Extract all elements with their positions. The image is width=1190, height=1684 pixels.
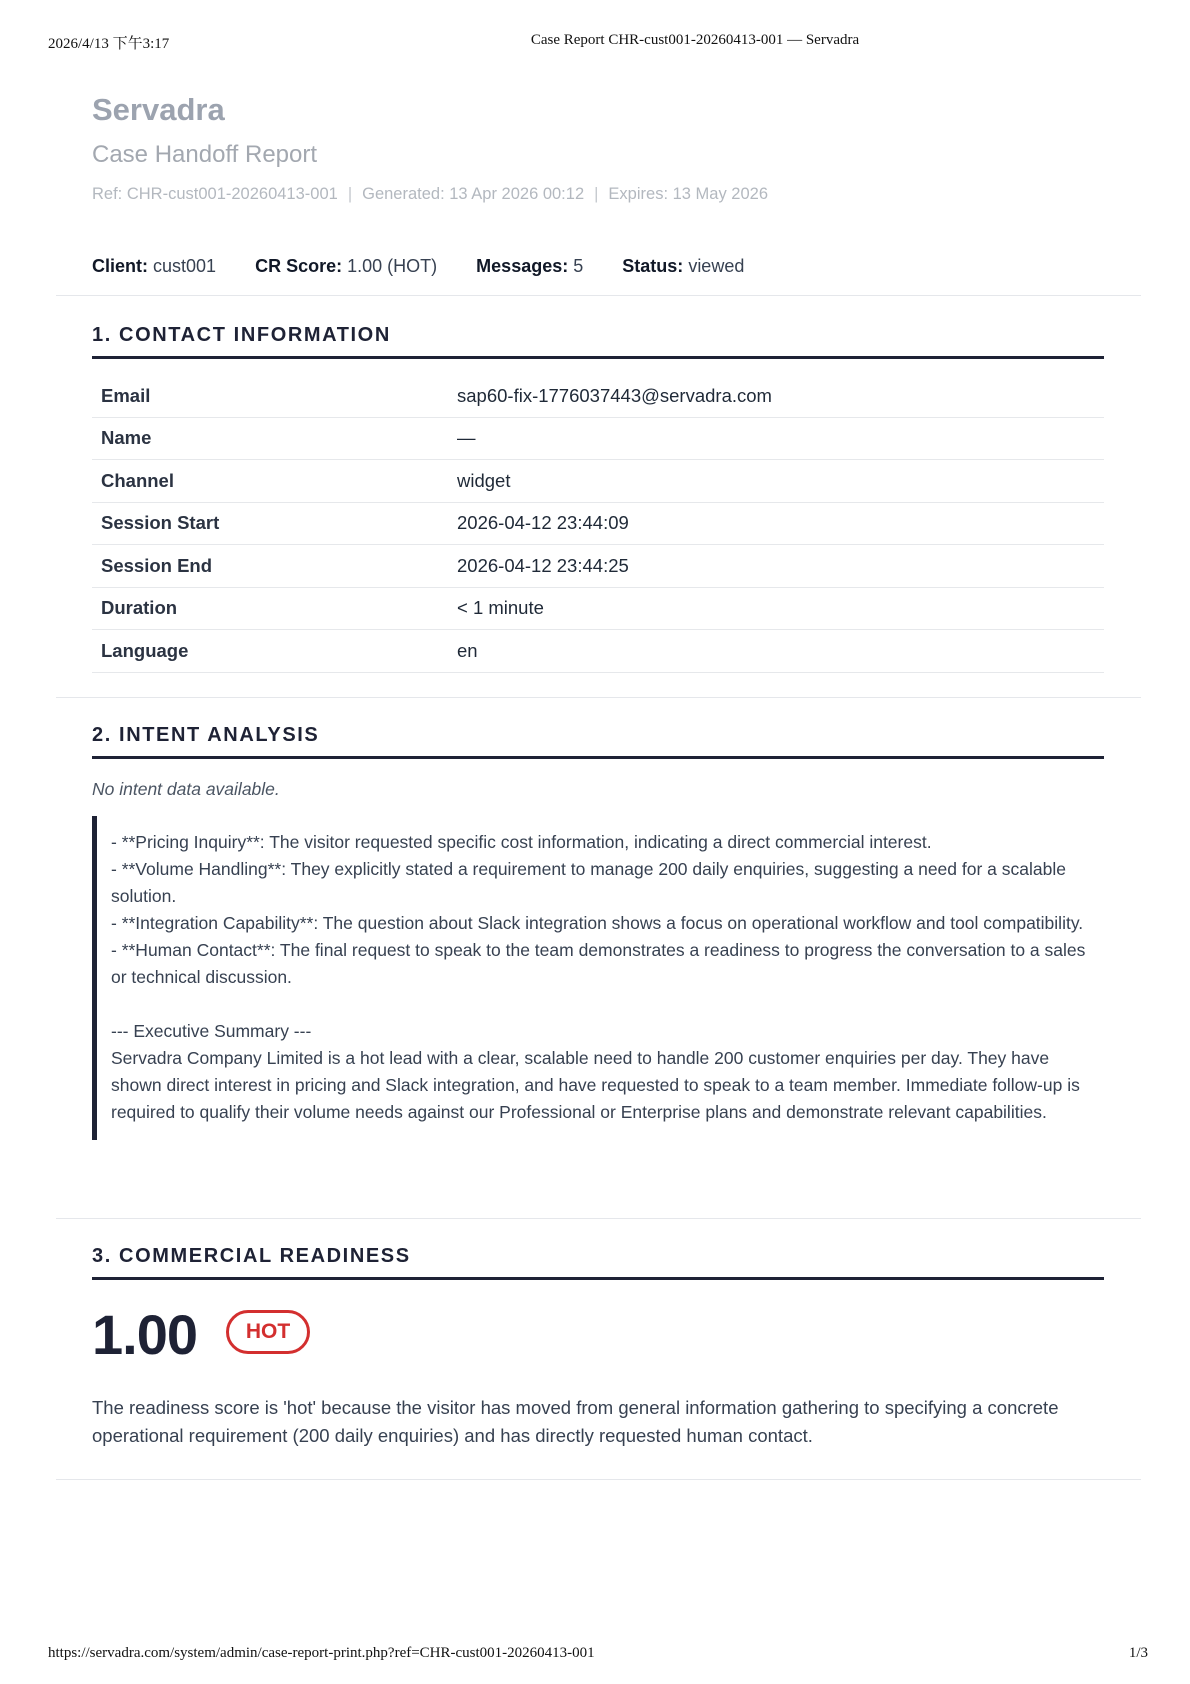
row-value: en [457, 630, 1104, 673]
section-divider [56, 1218, 1141, 1219]
summary-bar [92, 256, 778, 277]
readiness-section-title: 3. COMMERCIAL READINESS [92, 1245, 1104, 1280]
print-title: Case Report CHR-cust001-20260413-001 — Servadra [530, 32, 860, 48]
row-label: Channel [92, 460, 457, 503]
hot-status-badge: HOT [226, 1310, 310, 1354]
row-value: 2026-04-12 23:44:09 [457, 502, 1104, 545]
row-value: — [457, 417, 1104, 460]
section-divider [56, 1479, 1141, 1480]
row-label: Duration [92, 587, 457, 630]
table-row [92, 375, 1104, 417]
print-header [0, 32, 1190, 54]
table-row [92, 417, 1104, 460]
row-label: Session Start [92, 502, 457, 545]
row-label: Email [92, 375, 457, 417]
readiness-score: 1.00 [92, 1303, 197, 1366]
print-url: https://servadra.com/system/admin/case-report-print.php?ref=CHR-cust001-20260413-001 [48, 1645, 595, 1661]
report-ref: Ref: CHR-cust001-20260413-001 [92, 185, 338, 203]
no-intent-note: No intent data available. [92, 779, 280, 799]
print-footer [0, 1645, 1190, 1667]
table-row [92, 460, 1104, 503]
summary-messages-value: 5 [573, 256, 584, 276]
page-number: 1/3 [1128, 1645, 1148, 1661]
summary-score [255, 256, 437, 276]
report-subtitle: Case Handoff Report [92, 141, 318, 168]
row-label: Session End [92, 545, 457, 588]
section-divider [56, 295, 1141, 296]
summary-client-value: cust001 [153, 256, 217, 276]
summary-messages-label: Messages: [476, 256, 569, 276]
readiness-explanation: The readiness score is 'hot' because the visitor has moved from general information gathering to specifying a concrete operational requirement (200 daily enquiries) and has directly requested human contact. [92, 1397, 1059, 1446]
contact-section-title: 1. CONTACT INFORMATION [92, 324, 1104, 359]
report-meta [92, 185, 768, 204]
summary-client-label: Client: [92, 256, 148, 276]
report-generated: Generated: 13 Apr 2026 00:12 [362, 185, 585, 203]
row-value: 2026-04-12 23:44:25 [457, 545, 1104, 588]
summary-status [622, 256, 744, 276]
meta-separator: | [594, 185, 599, 203]
intent-analysis-quote: - **Pricing Inquiry**: The visitor requested specific cost information, indicating a direct commercial interest. - **Volume Handling**: They explicitly stated a requirement to manage 200 daily enquiries, suggesting a need for a scalable solution. - **Integration Capability**: The question about Slack integration shows a focus on operational workflow and tool compatibility. - **Human Contact**: The final request to speak to the team demonstrates a readiness to progress the conversation to a sales or technical discussion. --- Executive Summary --- Servadra Company Limited is a hot lead with a clear, scalable need to handle 200 customer enquiries per day. They have shown direct interest in pricing and Slack integration, and have requested to speak to a team member. Immediate follow-up is required to qualify their volume needs against our Professional or Enterprise plans and demonstrate relevant capabilities. [92, 816, 1103, 1140]
row-label: Language [92, 630, 457, 673]
row-value: widget [457, 460, 1104, 503]
contact-info-table [92, 375, 1104, 673]
brand-name: Servadra [92, 92, 225, 127]
print-date: 2026/4/13 下午3:17 [48, 36, 170, 52]
row-value: sap60-fix-1776037443@servadra.com [457, 375, 1104, 417]
summary-score-label: CR Score: [255, 256, 343, 276]
section-divider [56, 697, 1141, 698]
intent-section-title: 2. INTENT ANALYSIS [92, 724, 1104, 759]
summary-status-label: Status: [622, 256, 684, 276]
summary-status-value: viewed [688, 256, 745, 276]
summary-messages [476, 256, 583, 276]
meta-separator: | [347, 185, 353, 203]
table-row [92, 545, 1104, 588]
table-row [92, 630, 1104, 673]
table-row [92, 587, 1104, 630]
table-row [92, 502, 1104, 545]
report-expires: Expires: 13 May 2026 [608, 185, 769, 203]
summary-score-value: 1.00 (HOT) [347, 256, 438, 276]
row-value: < 1 minute [457, 587, 1104, 630]
summary-client [92, 256, 216, 276]
row-label: Name [92, 417, 457, 460]
